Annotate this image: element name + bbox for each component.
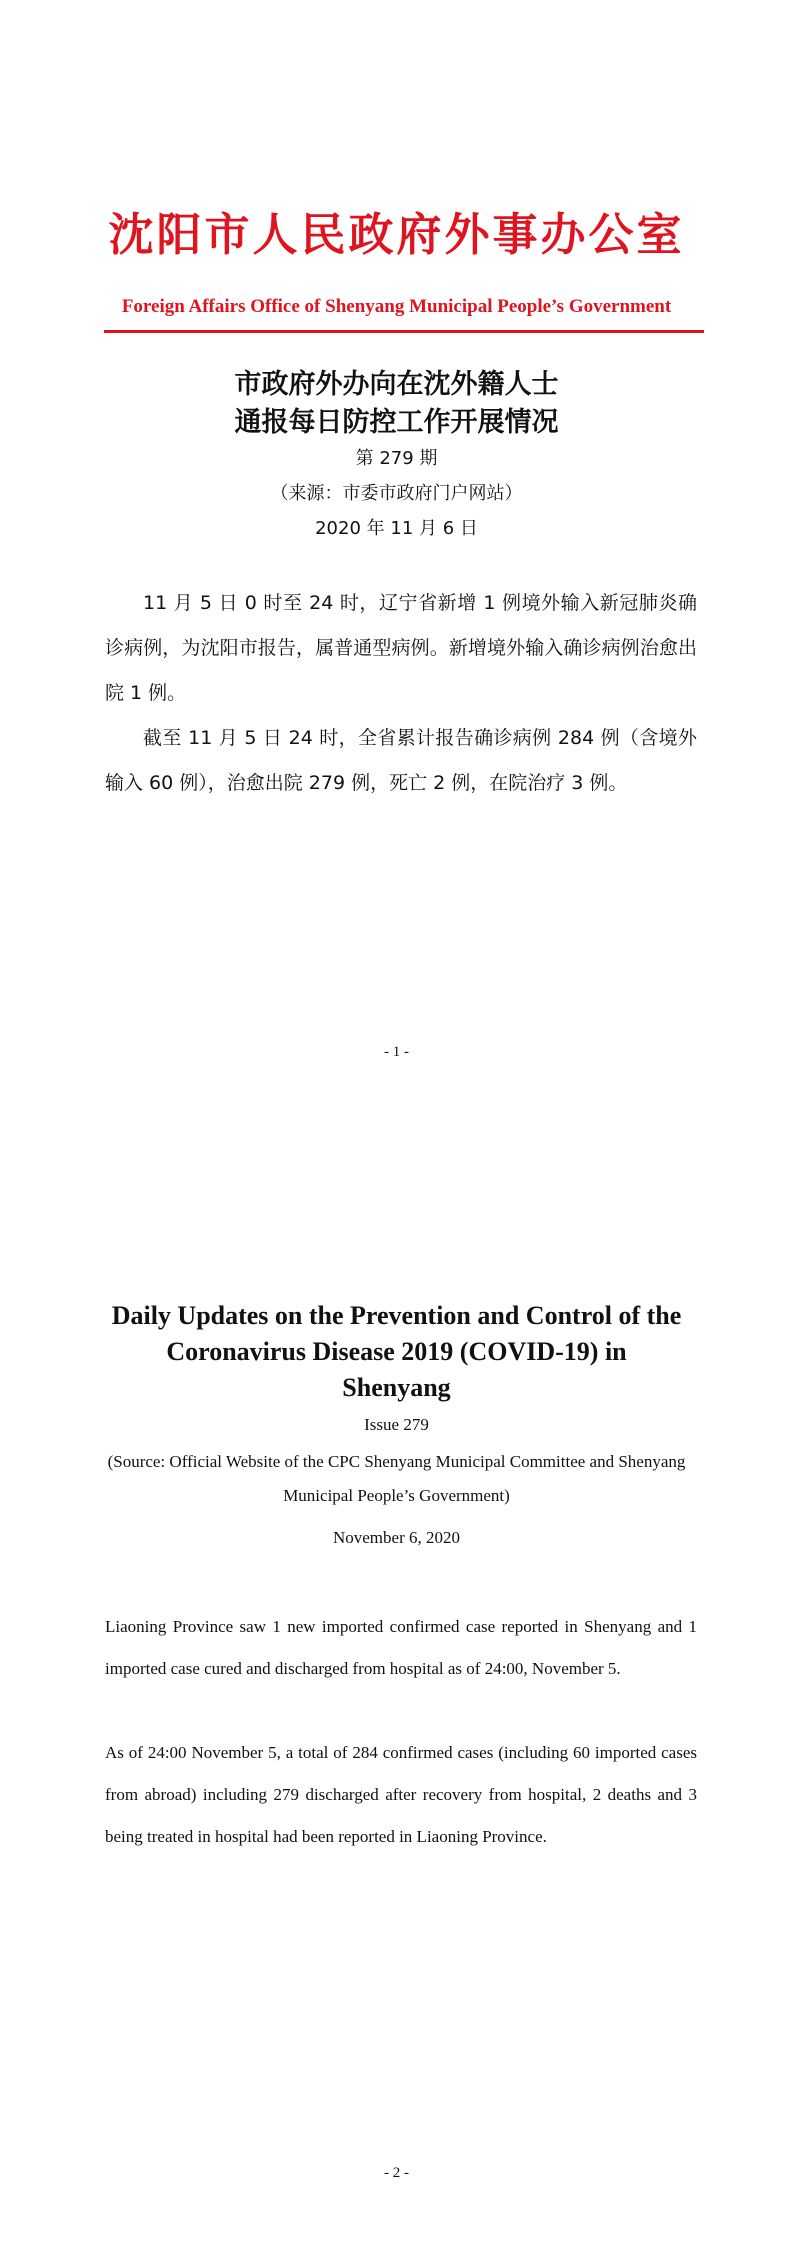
paragraph-en-1: Liaoning Province saw 1 new imported confirmed case reported in Shenyang and 1 imported case cured and discharged from hospital as of 24:00, November 5. <box>105 1617 697 1678</box>
page-number-1: - 1 - <box>384 1044 409 1060</box>
issue-number-en: Issue 279 <box>364 1415 429 1434</box>
letterhead-org-name-en: Foreign Affairs Office of Shenyang Municipal People’s Government <box>121 296 672 317</box>
title-line-1-cn: 市政府外办向在沈外籍人士 <box>234 369 559 400</box>
page-2 <box>0 1122 793 2244</box>
source-en: (Source: Official Website of the CPC Shenyang Municipal Committee and Shenyang Municipal People’s Government) <box>107 1452 686 1505</box>
source-cn: （来源：市委市政府门户网站） <box>270 483 523 504</box>
letterhead-red-rule <box>104 330 704 333</box>
paragraph-cn-1: 11 月 5 日 0 时至 24 时，辽宁省新增 1 例境外输入新冠肺炎确诊病例，为沈阳市报告，属普通型病例。新增境外输入确诊病例治愈出院 1 例。 <box>105 592 697 704</box>
date-cn: 2020 年 11 月 6 日 <box>315 518 478 539</box>
letterhead-org-name-cn: 沈阳市人民政府外事办公室 <box>108 208 685 261</box>
title-en: Daily Updates on the Prevention and Control of the Coronavirus Disease 2019 (COVID-19) in Shenyang <box>111 1301 682 1402</box>
paragraph-cn-2: 截至 11 月 5 日 24 时，全省累计报告确诊病例 284 例（含境外输入 60 例），治愈出院 279 例，死亡 2 例，在院治疗 3 例。 <box>105 727 697 794</box>
paragraph-en-2: As of 24:00 November 5, a total of 284 confirmed cases (including 60 imported cases from abroad) including 279 discharged after recovery from hospital, 2 deaths and 3 being treated in hospital had been reported in Liaoning Province. <box>105 1743 697 1846</box>
page-number-2: - 2 - <box>384 2165 409 2181</box>
title-line-2-cn: 通报每日防控工作开展情况 <box>234 407 559 438</box>
issue-number-cn: 第 279 期 <box>355 448 438 469</box>
date-en: November 6, 2020 <box>332 1528 460 1547</box>
